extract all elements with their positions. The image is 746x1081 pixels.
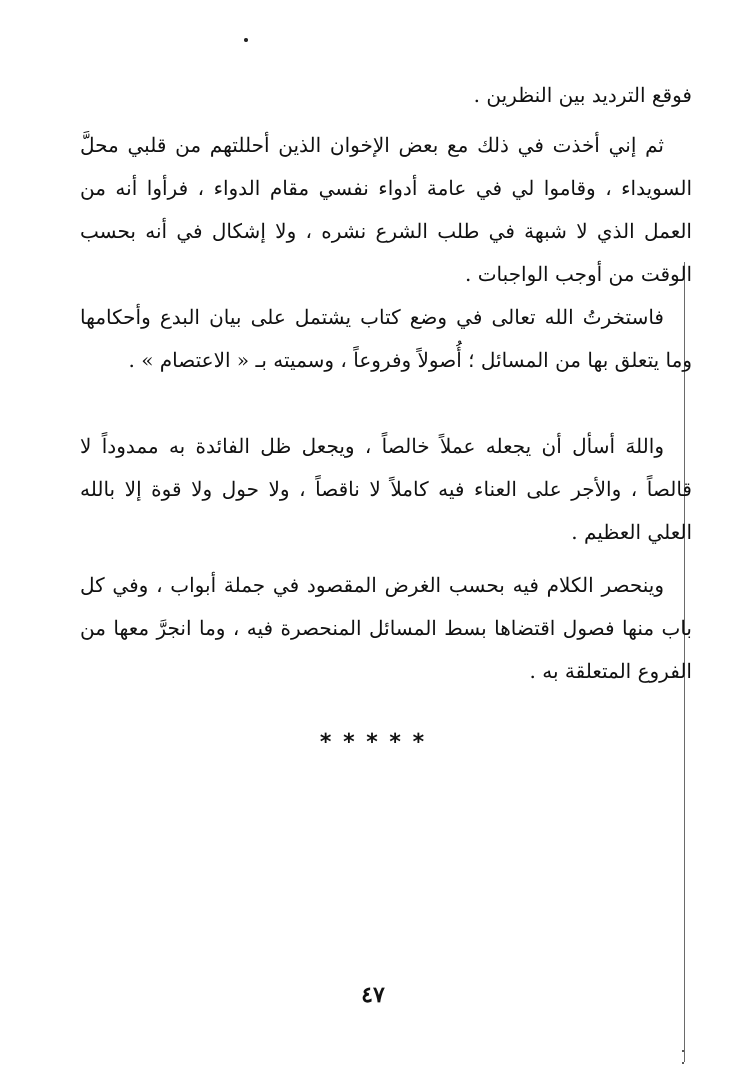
paragraph-2-block: [80, 124, 692, 296]
scan-mark: [244, 38, 248, 42]
paragraph-1: فوقع الترديد بين النظرين .: [473, 83, 692, 107]
paragraph-3: فاستخرتُ الله تعالى في وضع كتاب يشتمل على بيان البدع وأحكامها وما يتعلق بها من المسائل ؛ أُصولاً وفروعاً ، وسميته بـ « الاعتصام » .: [80, 305, 692, 372]
scan-dot: [682, 1050, 684, 1052]
paragraph-3-block: [80, 296, 692, 382]
paragraph-5: وينحصر الكلام فيه بحسب الغرض المقصود في جملة أبواب ، وفي كل باب منها فصول اقتضاها بسط المسائل المنحصرة فيه ، وما انجرَّ معها من الفروع المتعلقة به .: [80, 573, 692, 683]
paragraph-5-block: [80, 564, 692, 693]
scan-dot: [682, 1062, 684, 1064]
paragraph-1-block: [80, 74, 692, 117]
section-separator: * * * * *: [319, 730, 427, 755]
paragraph-2: ثم إني أخذت في ذلك مع بعض الإخوان الذين أحللتهم من قلبي محلَّ السويداء ، وقاموا لي في عامة أدواء نفسي مقام الدواء ، فرأوا أنه من العمل الذي لا شبهة في طلب الشرع نشره ، ولا إشكال في أنه بحسب الوقت من أوجب الواجبات .: [80, 133, 692, 286]
page-number: ٤٧: [361, 982, 385, 1008]
paragraph-4-block: [80, 425, 692, 554]
paragraph-4: واللهَ أسأل أن يجعله عملاً خالصاً ، ويجعل ظل الفائدة به ممدوداً لا قالصاً ، والأجر على العناء فيه كاملاً لا ناقصاً ، ولا حول ولا قوة إلا بالله العلي العظيم .: [80, 434, 692, 544]
